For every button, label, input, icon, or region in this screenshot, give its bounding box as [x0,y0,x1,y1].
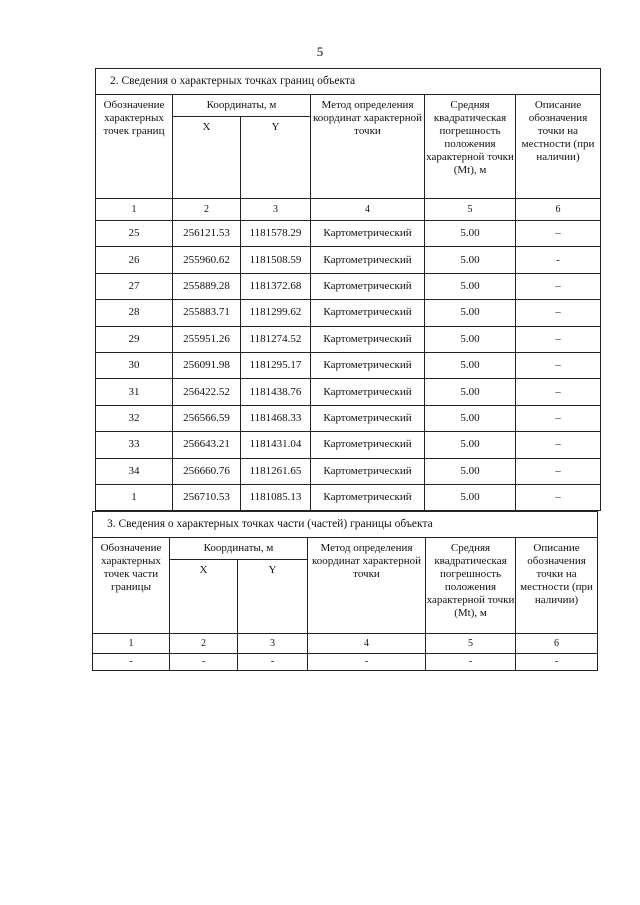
column-number: 1 [96,199,173,221]
column-number: 6 [516,199,601,221]
coordinate-y: 1181431.04 [241,432,311,458]
column-number: 6 [516,634,598,654]
header-coordinates: Координаты, м [170,538,308,560]
header-x: X [173,117,241,199]
section-2-title: 2. Сведения о характерных точках границ объекта [96,69,601,95]
point-designation: 31 [96,379,173,405]
method-cell: Картометрический [311,300,425,326]
table-row [96,326,601,352]
column-number: 3 [241,199,311,221]
header-designation: Обозначение характерных точек границ [96,95,173,199]
point-designation: 28 [96,300,173,326]
coordinate-y: 1181295.17 [241,352,311,378]
column-number: 4 [311,199,425,221]
column-number: 2 [173,199,241,221]
point-designation: 32 [96,405,173,431]
coordinate-x: - [170,654,238,671]
method-cell: Картометрический [311,273,425,299]
point-designation: 33 [96,432,173,458]
method-cell: - [308,654,426,671]
coordinate-x: 256566.59 [173,405,241,431]
description-cell: – [516,458,601,484]
description-cell: – [516,300,601,326]
header-error: Средняя квадратическая погрешность положения характерной точки (Mt), м [425,95,516,199]
header-method: Метод определения координат характерной точки [308,538,426,634]
coordinate-x: 256422.52 [173,379,241,405]
table-row [93,654,598,671]
coordinate-y: 1181085.13 [241,484,311,510]
header-coordinates: Координаты, м [173,95,311,117]
coordinate-y: 1181299.62 [241,300,311,326]
coordinate-y: 1181578.29 [241,221,311,247]
error-cell: 5.00 [425,221,516,247]
table-row [96,458,601,484]
point-designation: 30 [96,352,173,378]
error-cell: 5.00 [425,352,516,378]
column-number: 4 [308,634,426,654]
header-error: Средняя квадратическая погрешность положения характерной точки (Mt), м [426,538,516,634]
coordinate-x: 256710.53 [173,484,241,510]
description-cell: – [516,352,601,378]
coordinate-y: 1181261.65 [241,458,311,484]
coordinate-x: 256091.98 [173,352,241,378]
description-cell: – [516,326,601,352]
error-cell: 5.00 [425,300,516,326]
method-cell: Картометрический [311,379,425,405]
column-number: 5 [426,634,516,654]
coordinate-x: 255951.26 [173,326,241,352]
header-description: Описание обозначения точки на местности (при наличии) [516,95,601,199]
point-designation: 27 [96,273,173,299]
method-cell: Картометрический [311,458,425,484]
boundary-points-table [95,68,601,511]
description-cell: – [516,221,601,247]
coordinate-x: 256660.76 [173,458,241,484]
table-row [96,405,601,431]
column-number: 3 [238,634,308,654]
coordinate-x: 256643.21 [173,432,241,458]
coordinate-x: 256121.53 [173,221,241,247]
point-designation: 26 [96,247,173,273]
error-cell: 5.00 [425,432,516,458]
error-cell: 5.00 [425,379,516,405]
error-cell: 5.00 [425,405,516,431]
header-y: Y [241,117,311,199]
part-boundary-points-table [92,511,598,671]
header-x: X [170,560,238,634]
error-cell: 5.00 [425,326,516,352]
method-cell: Картометрический [311,405,425,431]
page-number: 5 [316,44,324,59]
point-designation: 29 [96,326,173,352]
coordinate-y: 1181438.76 [241,379,311,405]
point-designation: 34 [96,458,173,484]
error-cell: 5.00 [425,484,516,510]
header-description: Описание обозначения точки на местности (при наличии) [516,538,598,634]
description-cell: - [516,247,601,273]
column-number: 5 [425,199,516,221]
method-cell: Картометрический [311,432,425,458]
table-row [96,300,601,326]
coordinate-y: 1181274.52 [241,326,311,352]
header-y: Y [238,560,308,634]
description-cell: - [516,654,598,671]
column-number: 2 [170,634,238,654]
table-row [96,247,601,273]
table-row [96,379,601,405]
method-cell: Картометрический [311,221,425,247]
point-designation: 25 [96,221,173,247]
table-row [96,221,601,247]
description-cell: – [516,379,601,405]
header-designation: Обозначение характерных точек части границы [93,538,170,634]
point-designation: 1 [96,484,173,510]
column-number: 1 [93,634,170,654]
method-cell: Картометрический [311,247,425,273]
description-cell: – [516,405,601,431]
description-cell: – [516,484,601,510]
description-cell: – [516,432,601,458]
coordinate-y: - [238,654,308,671]
table-row [96,352,601,378]
error-cell: 5.00 [425,458,516,484]
method-cell: Картометрический [311,326,425,352]
coordinate-y: 1181508.59 [241,247,311,273]
table-row [96,484,601,510]
section-3-title: 3. Сведения о характерных точках части (частей) границы объекта [93,512,598,538]
coordinate-y: 1181372.68 [241,273,311,299]
point-designation: - [93,654,170,671]
error-cell: 5.00 [425,247,516,273]
coordinate-x: 255883.71 [173,300,241,326]
coordinate-x: 255889.28 [173,273,241,299]
coordinate-x: 255960.62 [173,247,241,273]
table-row [96,432,601,458]
error-cell: 5.00 [425,273,516,299]
method-cell: Картометрический [311,352,425,378]
header-method: Метод определения координат характерной точки [311,95,425,199]
method-cell: Картометрический [311,484,425,510]
table-row [96,273,601,299]
error-cell: - [426,654,516,671]
coordinate-y: 1181468.33 [241,405,311,431]
description-cell: – [516,273,601,299]
